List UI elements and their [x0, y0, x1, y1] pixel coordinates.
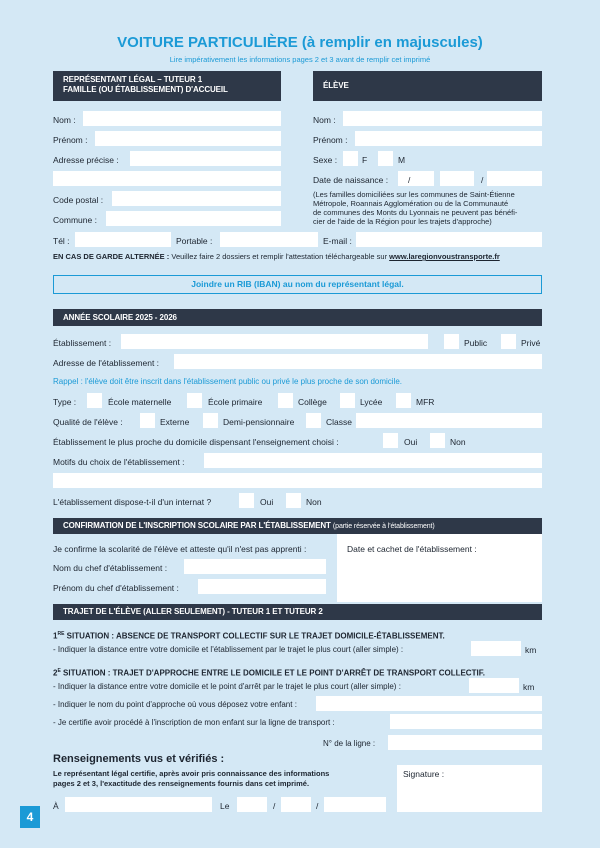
date-jour-field[interactable]	[237, 797, 267, 812]
eleve-prenom-label: Prénom :	[313, 135, 348, 145]
s1-km-label: km	[525, 645, 537, 655]
maternelle-checkbox[interactable]	[87, 393, 102, 408]
public-checkbox[interactable]	[444, 334, 459, 349]
date-slash-1: /	[273, 801, 276, 811]
rep-cp-label: Code postal :	[53, 195, 104, 205]
verif-title: Renseignements vus et vérifiés :	[53, 753, 225, 765]
s2-km-label: km	[523, 682, 535, 692]
internat-non-label: Non	[306, 497, 322, 507]
rep-adresse-field-2[interactable]	[53, 171, 281, 186]
eleve-note-3: de communes des Monts du Lyonnais ne peuvent pas bénéfi-	[313, 208, 518, 217]
rep-header-line1: REPRÉSENTANT LÉGAL – TUTEUR 1	[63, 75, 203, 84]
garde-alternee	[53, 252, 500, 262]
eleve-note-1: (Les familles domiciliées sur les communes de Saint-Étienne	[313, 190, 515, 199]
mfr-checkbox[interactable]	[396, 393, 411, 408]
confirm-header-label: CONFIRMATION DE L'INSCRIPTION SCOLAIRE PAR L'ÉTABLISSEMENT	[63, 521, 331, 530]
rep-cp-field[interactable]	[112, 191, 281, 206]
situation-1-sup: RE	[57, 631, 65, 637]
tel-field[interactable]	[75, 232, 171, 247]
point-approche-field[interactable]	[316, 696, 542, 711]
lycee-checkbox[interactable]	[340, 393, 355, 408]
naissance-slash-1: /	[408, 175, 411, 185]
college-label: Collège	[298, 397, 327, 407]
classe-checkbox[interactable]	[306, 413, 321, 428]
s1-distance-field[interactable]	[471, 641, 521, 656]
verif-text-2: pages 2 et 3, l'exactitude des renseignements fournis dans cet imprimé.	[53, 779, 310, 788]
proche-oui-label: Oui	[404, 437, 418, 447]
date-mois-field[interactable]	[281, 797, 311, 812]
rep-adresse-label: Adresse précise :	[53, 155, 119, 165]
verif-text-1: Le représentant légal certifie, après avoir pris connaissance des informations	[53, 769, 330, 778]
portable-label: Portable :	[176, 236, 213, 246]
demi-pensionnaire-label: Demi-pensionnaire	[223, 417, 295, 427]
primaire-label: École primaire	[208, 397, 263, 407]
num-ligne-field[interactable]	[388, 735, 542, 750]
trajet-header-label: TRAJET DE L'ÉLÈVE (ALLER SEULEMENT) - TUTEUR 1 ET TUTEUR 2	[63, 607, 323, 616]
rep-header-line2: FAMILLE (OU ÉTABLISSEMENT) D'ACCUEIL	[63, 85, 228, 94]
naissance-annee-field[interactable]	[487, 171, 542, 186]
situation-1-title	[53, 629, 445, 642]
classe-field[interactable]	[356, 413, 542, 428]
confirm-header	[53, 518, 542, 534]
situation-2-line-2: - Indiquer le nom du point d'approche où vous déposez votre enfant :	[53, 700, 297, 709]
eleve-nom-field[interactable]	[343, 111, 542, 126]
externe-checkbox[interactable]	[140, 413, 155, 428]
eleve-sexe-label: Sexe :	[313, 155, 338, 165]
date-slash-2: /	[316, 801, 319, 811]
situation-2-title	[53, 666, 485, 679]
eleve-note-2: Métropole, Roannais Agglomération ou de la Communauté	[313, 199, 509, 208]
situation-2-line-3: - Je certifie avoir procédé à l'inscription de mon enfant sur la ligne de transport :	[53, 718, 335, 727]
proche-non-label: Non	[450, 437, 466, 447]
internat-non-checkbox[interactable]	[286, 493, 301, 508]
rep-commune-field[interactable]	[106, 211, 281, 226]
scolaire-header-label: ANNÉE SCOLAIRE 2025 - 2026	[63, 313, 177, 322]
naissance-jour-field[interactable]	[398, 171, 434, 186]
externe-label: Externe	[160, 417, 190, 427]
qualite-label: Qualité de l'élève :	[53, 417, 123, 427]
proche-non-checkbox[interactable]	[430, 433, 445, 448]
naissance-slash-2: /	[481, 175, 484, 185]
rep-nom-field[interactable]	[83, 111, 281, 126]
prenom-chef-label: Prénom du chef d'établissement :	[53, 583, 179, 593]
date-label: Le	[220, 801, 230, 811]
scolaire-header	[53, 309, 542, 326]
sexe-m-label: M	[398, 155, 406, 165]
rep-prenom-label: Prénom :	[53, 135, 88, 145]
eleve-header-label: ÉLÈVE	[323, 81, 349, 90]
situation-2-sup: E	[57, 668, 61, 674]
rep-header	[53, 71, 281, 101]
situation-2-text: SITUATION : TRAJET D'APPROCHE ENTRE LE DOMICILE ET LE POINT D'ARRÊT DE TRANSPORT COLLECTIF.	[63, 668, 485, 678]
situation-2-line-1: - Indiquer la distance entre votre domicile et le point d'arrêt par le trajet le plus court (aller simple) :	[53, 682, 401, 691]
s2-distance-field[interactable]	[469, 678, 519, 693]
internat-oui-checkbox[interactable]	[239, 493, 254, 508]
eleve-note-4: cier de l'aide de la Région pour les trajets d'approche)	[313, 217, 492, 226]
college-checkbox[interactable]	[278, 393, 293, 408]
garde-text: Veuillez faire 2 dossiers et remplir l'attestation téléchargeable sur	[171, 252, 388, 261]
num-ligne-label: N° de la ligne :	[323, 739, 376, 748]
page-number: 4	[20, 806, 40, 828]
eleve-header	[313, 71, 542, 101]
garde-label: EN CAS DE GARDE ALTERNÉE :	[53, 252, 170, 261]
lycee-label: Lycée	[360, 397, 383, 407]
page-subtitle: Lire impérativement les informations pages 2 et 3 avant de remplir cet imprimé	[169, 55, 431, 64]
prenom-chef-field[interactable]	[198, 579, 326, 594]
rep-commune-label: Commune :	[53, 215, 97, 225]
rappel-text: Rappel : l'élève doit être inscrit dans l'établissement public ou privé le plus proche de son domicile.	[53, 377, 403, 386]
motifs-field[interactable]	[204, 453, 542, 468]
email-label: E-mail :	[323, 236, 352, 246]
situation-2-number: 2	[53, 668, 58, 678]
classe-label: Classe	[326, 417, 352, 427]
primaire-checkbox[interactable]	[187, 393, 202, 408]
date-annee-field[interactable]	[324, 797, 386, 812]
rib-notice: Joindre un RIB (IBAN) au nom du représentant légal.	[53, 275, 542, 294]
sexe-f-label: F	[362, 155, 368, 165]
tel-label: Tél :	[53, 236, 70, 246]
lieu-field[interactable]	[65, 797, 212, 812]
situation-1-line: - Indiquer la distance entre votre domicile et l'établissement par le trajet le plus court (aller simple) :	[53, 645, 404, 654]
adresse-etab-field[interactable]	[174, 354, 542, 369]
confirm-header-note: (partie réservée à l'établissement)	[332, 523, 435, 530]
internat-oui-label: Oui	[260, 497, 274, 507]
sexe-f-checkbox[interactable]	[343, 151, 358, 166]
etab-label: Établissement :	[53, 338, 112, 348]
rep-nom-label: Nom :	[53, 115, 76, 125]
page-title: VOITURE PARTICULIÈRE (à remplir en majuscules)	[117, 34, 483, 51]
demi-pensionnaire-checkbox[interactable]	[203, 413, 218, 428]
situation-1-number: 1	[53, 631, 58, 641]
inscription-ligne-field[interactable]	[390, 714, 542, 729]
etab-field[interactable]	[121, 334, 428, 349]
motifs-label: Motifs du choix de l'établissement :	[53, 457, 185, 467]
internat-label: L'établissement dispose-t-il d'un internat ?	[53, 497, 212, 507]
public-label: Public	[464, 338, 488, 348]
signature-label: Signature :	[403, 769, 445, 779]
eleve-naissance-label: Date de naissance :	[313, 175, 389, 185]
nom-chef-field[interactable]	[184, 559, 326, 574]
nom-chef-label: Nom du chef d'établissement :	[53, 563, 168, 573]
email-field[interactable]	[356, 232, 542, 247]
rep-prenom-field[interactable]	[95, 131, 281, 146]
prive-checkbox[interactable]	[501, 334, 516, 349]
situation-1-text: SITUATION : ABSENCE DE TRANSPORT COLLECTIF SUR LE TRAJET DOMICILE-ÉTABLISSEMENT.	[66, 631, 445, 641]
proche-label: Établissement le plus proche du domicile dispensant l'enseignement choisi :	[53, 437, 339, 447]
eleve-nom-label: Nom :	[313, 115, 336, 125]
garde-link[interactable]: www.laregionvoustransporte.fr	[389, 252, 500, 261]
motifs-field-2[interactable]	[53, 473, 542, 488]
lieu-label: À	[53, 801, 59, 811]
portable-field[interactable]	[220, 232, 318, 247]
naissance-mois-field[interactable]	[440, 171, 474, 186]
rep-adresse-field[interactable]	[130, 151, 281, 166]
eleve-prenom-field[interactable]	[355, 131, 542, 146]
mfr-label: MFR	[416, 397, 435, 407]
prive-label: Privé	[521, 338, 541, 348]
sexe-m-checkbox[interactable]	[378, 151, 393, 166]
cachet-label: Date et cachet de l'établissement :	[347, 544, 477, 554]
adresse-etab-label: Adresse de l'établissement :	[53, 358, 160, 368]
type-label: Type :	[53, 397, 77, 407]
proche-oui-checkbox[interactable]	[383, 433, 398, 448]
confirm-certifie: Je confirme la scolarité de l'élève et atteste qu'il n'est pas apprenti :	[53, 544, 307, 554]
maternelle-label: École maternelle	[108, 397, 172, 407]
trajet-header	[53, 604, 542, 620]
